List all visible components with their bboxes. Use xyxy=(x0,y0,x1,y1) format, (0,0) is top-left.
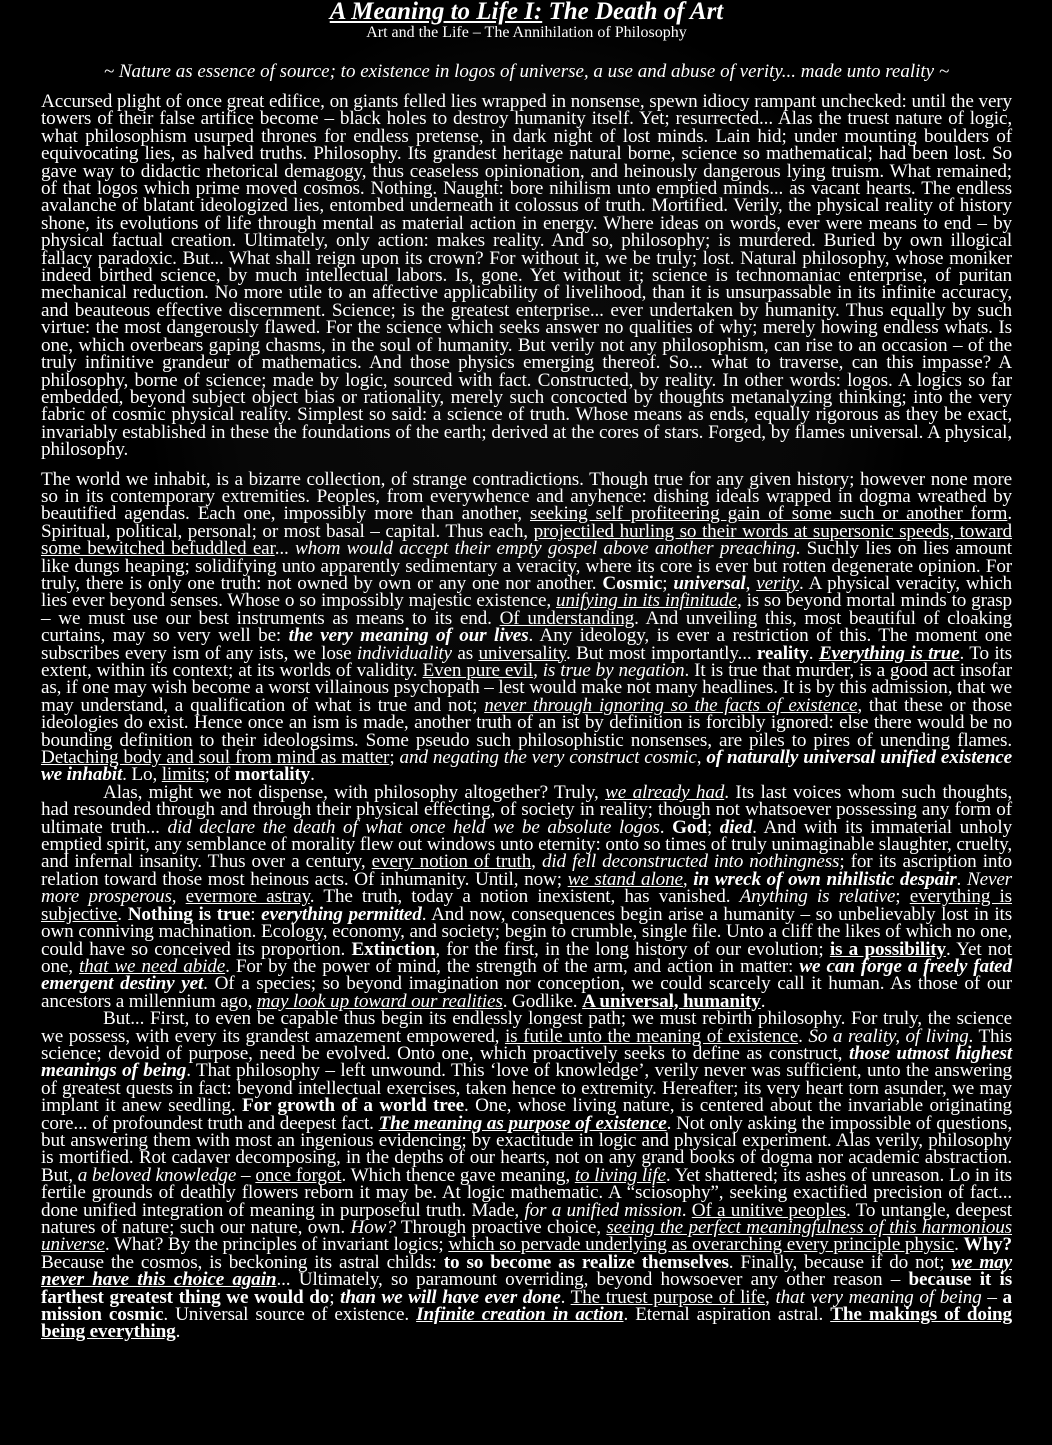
underlined-italic-phrase: seeing the perfect meaningfulness of this harmonious universe xyxy=(41,1217,1012,1256)
text-run: . And with its immaterial unholy emptied spirit, any semblance of morality flew out windows unto eternity: onto so times of truly unimaginable slaughter, cruelty, and infernal insanity. Thus over a century, xyxy=(41,816,1013,873)
text-run: . xyxy=(175,1321,181,1343)
text-run: But... First, to even be capable thus begin its endlessly longest path; we must rebirth philosophy. For truly, the science we possess, with every its grandest amazement empowered, xyxy=(41,1008,1012,1047)
text-run: . To its extent, within its context; at its worlds of validity. xyxy=(41,642,1012,681)
text-run: . xyxy=(310,764,315,786)
underlined-italic-phrase: may look up toward our realities xyxy=(256,990,503,1012)
italic-phrase: for a unified mission xyxy=(524,1199,682,1221)
title-rest: The Death of Art xyxy=(542,0,724,25)
text-run: . xyxy=(560,1286,571,1308)
underlined-phrase: universality xyxy=(478,642,567,664)
text-run: . Of a species; so beyond imagination nor conception, we could scarcely call it human. As those of our ancestors a millennium ago, xyxy=(41,973,1012,1012)
underlined-phrase: Of understanding xyxy=(499,607,635,629)
text-run: . A physical veracity, which lies ever beyond senses. Whose o so impossibly majestic existence, xyxy=(41,572,1012,612)
text-run: . Its last voices whom such thoughts, had resounded through and through their physical effecting, of society in reality; though not whatsoever possessing any form of ultimate truth... xyxy=(41,781,1012,838)
text-run: Alas, might we not dispense, with philosophy altogether? Truly, xyxy=(103,781,606,803)
text-run: . Yet shattered; its ashes of unreason. Lo in its fertile grounds of deathly flowers reborn it may be. At logic mathematic. A “sciosophy”, seeking exactified precision of fact... done unified integration of meaning in purposeful truth. Made, xyxy=(41,1164,1012,1221)
underlined-phrase: every notion of truth xyxy=(371,851,532,873)
bold-italic-phrase: we can forge a freely fated emergent destiny yet xyxy=(41,955,1012,995)
text-run: ; xyxy=(389,747,400,769)
underlined-phrase: everything is subjective xyxy=(41,886,1012,925)
underlined-phrase: projectiled hurling so their words at supersonic speeds, toward some bewitched befuddled ear xyxy=(41,520,1012,560)
text-run: . xyxy=(954,1234,964,1256)
underlined-phrase: once forgot xyxy=(255,1164,342,1186)
text-run: , that these or those ideologies do exist. Hence once an ism is made, another truth of an ist by definition is forcibly ignored: else there would be no bounding definition to their ideologsims. Some pseudo such philosophistic nonsenses, are piles to pires of unending flames. xyxy=(41,694,1012,751)
underlined-italic-phrase: we stand alone xyxy=(567,868,683,890)
text-run: , is so beyond mortal minds to grasp – we must use our best instruments as means to its end. xyxy=(41,590,1012,629)
italic-phrase: and negating the very construct cosmic xyxy=(399,747,697,769)
bold-phrase: Why? xyxy=(963,1234,1012,1256)
text-run: . xyxy=(117,903,128,925)
underlined-phrase: Even pure evil xyxy=(422,660,534,681)
italic-phrase: did declare the death of what once held we be absolute logos xyxy=(167,816,660,838)
text-run: . Suchly lies on lies amount like dungs heaping; solidifying unto apparently sedimentary a veracity, where its core is ever but rotten degenerate opinion. For truly, there is only one truth: not owned by own or any one nor another. xyxy=(41,538,1012,594)
paragraph-1: Accursed plight of once great edifice, on giants felled lies wrapped in nonsense, spewn idiocy rampant unchecked: until the very towers of their false artifice become – black holes to destroy humanity itself. Yet; resurrected... Alas the truest nature of logic, what philosophism usurped thrones for endless pretense, in dark night of lost minds. Lain hid; under mounting boulders of equivocating lies, as halved truths. Philosophy. Its grandest heritage natural borne, science so mathematical; had been lost. So gave way to didactic rhetorical demagogy, thus ceaseless opinionation, and heinously dangerous lying truism. What remained; of that logos which prime moved cosmos. Nothing. Naught: bore nihilism unto emptied minds... as vacant hearts. The endless avalanche of blatant ideologized lies, entombed underneath it colossus of truth. Mortified. Verily, the physical reality of history shone, its evolutions of life through mental as material action in energy. Where ideas on words, ever were means to end – by physical factual creation. Ultimately, only action: makes reality. And so, philosophy; is murdered. Buried by own illogical fallacy paradoxic. But... What shall reign upon its crown? For without it, we be truly; lost. Natural philosophy, whose moniker indeed birthed science, by much intellectual labors. Is, gone. Yet without it; science is technomaniac enterprise, of puritan mechanical reduction. No more utile to an affective applicability of livelihood, than it is unsurpassable in its infinite accuracy, and beauteous effective discernment. Science; is the greatest enterprise... ever undertaken by humanity. Thus equally by such virtue: the most dangerously flawed. For the science which seeks answer no qualities of why; merely howing endless whats. Is one, which overbears gaping chasms, in the soul of humanity. But verily not any philosophism, can rise to an occasion – of the truly infinitive grandeur of mathematics. And those physics emerging thereof. So... what to traverse, can this impasse? A philosophy, borne of science; made by logic, sourced with fact. Constructed, by reality. In other words: logos. A logics so far embedded, beyond subject object bias or rationality, merely such concocted by thoughts metanalyzing thinking; into the very fabric of cosmic physical reality. Simplest so said: a science of truth. Whose means as ends, equally rigorous as they be exact, invariably established in these the foundations of the earth; derived at the cores of stars. Forged, by flames universal. A physical, philosophy. xyxy=(41,91,1012,461)
text-run: . xyxy=(808,642,819,664)
text-run: , xyxy=(171,886,186,908)
text-run: . It is true that murder, is a good act insofar as, if one may wish become a worst villainous psychopath – lest would make not many headlines. It is by this admission, that we may understand, a qualification of what is true and not; xyxy=(41,660,1012,716)
bold-phrase: Extinction xyxy=(351,938,436,960)
epigraph: ~ Nature as essence of source; to existence in logos of universe, a use and abuse of verity... made unto reality ~ xyxy=(103,61,950,82)
bold-italic-phrase: died xyxy=(719,816,753,838)
text-run: ; xyxy=(895,886,910,908)
text-run: ; xyxy=(329,1286,341,1308)
bold-phrase: God xyxy=(672,816,707,838)
text-run: ; xyxy=(662,572,674,594)
text-run: . Spiritual, political, personal; or most basal – capital. Thus each, xyxy=(41,503,1012,542)
text-run: . The truth, today a notion inexistent, has vanished. xyxy=(309,886,740,908)
page-title xyxy=(41,0,1012,24)
underlined-phrase: Of a unitive peoples xyxy=(691,1199,846,1221)
bold-underlined-italic-phrase: we may never have this choice again xyxy=(41,1251,1012,1291)
text-run: . xyxy=(659,816,673,838)
bold-underlined-phrase: The makings of doing being everything xyxy=(41,1304,1013,1343)
text-run: . Which thence gave meaning, xyxy=(341,1164,575,1186)
bold-underlined-italic-phrase: Infinite creation in action xyxy=(416,1304,624,1326)
text-run: . For by the power of mind, the strength of the arm, and action in matter: xyxy=(225,955,800,977)
italic-phrase: So a reality, of living xyxy=(808,1025,969,1047)
text-run: . And unveiling this, most beautiful of cloaking curtains, may so very well be: xyxy=(41,607,1012,647)
italic-phrase: a beloved knowledge xyxy=(77,1164,237,1186)
underlined-italic-phrase: to living life xyxy=(574,1164,666,1186)
text-run: , xyxy=(531,851,542,873)
bold-underlined-italic-phrase: The meaning as purpose of existence xyxy=(378,1112,667,1134)
underlined-italic-phrase: that we need abide xyxy=(79,955,226,977)
text-run: . That philosophy – left unwound. This ‘love of knowledge’, verily never was sufficient, unto the answering of greatest quests in fact: beyond intellectual exercises, taken hence to extremity. Hereafter; its very heart torn asunder, we may implant it anew seedling. xyxy=(41,1060,1012,1117)
bold-italic-phrase: those utmost highest meanings of being xyxy=(41,1042,1012,1082)
bold-phrase: Cosmic xyxy=(602,572,663,594)
text-run: . xyxy=(956,868,967,890)
text-run: . But most importantly... xyxy=(566,642,757,664)
text-run: – xyxy=(981,1286,1003,1308)
bold-italic-phrase: everything permitted xyxy=(261,903,422,925)
italic-phrase: is true by negation xyxy=(542,660,685,681)
italic-phrase: that very meaning of being xyxy=(775,1286,982,1308)
text-run: . To untangle, deepest natures of nature; such our nature, own. xyxy=(41,1199,1012,1238)
bold-phrase: mortality xyxy=(234,764,311,786)
text-run: Through proactive choice, xyxy=(395,1217,607,1238)
bold-italic-phrase: of naturally universal unified existence we inhabit xyxy=(41,747,1012,786)
underlined-italic-phrase: verity xyxy=(756,572,799,594)
text-run: as xyxy=(451,642,479,664)
text-run: , xyxy=(696,747,707,769)
text-run: . xyxy=(798,1025,809,1047)
underlined-phrase: limits xyxy=(161,764,205,786)
text-run: , xyxy=(533,660,543,681)
title-italic: A Meaning to Life I: xyxy=(329,0,543,25)
bold-underlined-phrase: is a possibility xyxy=(829,938,946,960)
text-run: . Godlike. xyxy=(502,990,583,1012)
text-run: . One, whose living nature, is centered about the invariable originating core... of profoundest truth and deepest fact. xyxy=(41,1095,1012,1134)
underlined-phrase: which so pervade underlying as overarching every principle physic xyxy=(448,1234,955,1256)
text-run: ; of xyxy=(204,764,235,786)
text-run: . Universal source of existence. xyxy=(163,1304,417,1326)
text-run: . Finally, because if do not; xyxy=(728,1251,952,1273)
text-run: The world we inhabit, is a bizarre collection, of strange contradictions. Though true for any given history; however none more so in its contemporary extremities. Peoples, from everywhence and anyhence: dishing ideals wrapped in dogma wreathed by beautified agendas. Each one, impossibly more than another, xyxy=(41,468,1012,525)
text-run: ; xyxy=(706,816,720,838)
text-run: ... xyxy=(274,538,296,560)
bold-italic-phrase: universal xyxy=(673,572,746,594)
bold-phrase: to so become as realize themselves xyxy=(443,1251,729,1273)
bold-italic-phrase: the very meaning of our lives xyxy=(288,625,529,647)
text-run: . And now, consequences begin arise a humanity – so unbelievably lost in its own conniving machination. Ecology, economy, and society; begin to crumble, single file. Unto a cliff the likes of which no one, could have so conceived its proportion. xyxy=(41,903,1013,960)
text-run: , for the first, in the long history of our evolution; xyxy=(435,938,830,960)
italic-phrase: whom would accept their empty gospel above another preaching xyxy=(295,538,796,560)
text-run: . Any ideology, is ever a restriction of this. The moment one subscribes every ism of any ists, we lose xyxy=(41,625,1012,664)
text-run: , xyxy=(682,868,694,890)
text-run: . Eternal aspiration astral. xyxy=(623,1304,831,1326)
text-run: Because the cosmos, is beckoning its astral childs: xyxy=(41,1251,444,1273)
page-subtitle: Art and the Life – The Annihilation of Philosophy xyxy=(366,24,687,41)
bold-phrase: For growth of a world tree xyxy=(242,1095,464,1117)
italic-phrase: did fell deconstructed into nothingness xyxy=(541,851,840,873)
bold-underlined-italic-phrase: Everything is true xyxy=(818,642,960,664)
underlined-phrase: seeking self profiteering gain of some such or another form xyxy=(530,503,1008,525)
underlined-italic-phrase: we already had xyxy=(605,781,725,803)
italic-phrase: individuality xyxy=(356,642,452,664)
text-run: . This science; devoid of purpose, need be evolved. Onto one, which proactively seeks to define as construct, xyxy=(41,1025,1012,1064)
text-run: – xyxy=(236,1164,256,1186)
italic-phrase: How? xyxy=(350,1217,396,1238)
text-run: . Not only asking the impossible of questions, but answering them with most an ingenious evidencing; by exactitude in logic and physical experiment. Alas verily, philosophy is mortified. Rot cadaver decomposing, in the depths of our hearts, not on any grand books of dogma nor academic abstraction. But, xyxy=(41,1112,1012,1186)
bold-italic-phrase: than we will have ever done xyxy=(340,1286,561,1308)
text-run: . xyxy=(760,990,766,1012)
bold-underlined-phrase: A universal, humanity xyxy=(582,990,761,1012)
text-run: . Lo, xyxy=(122,764,162,786)
text-run: : xyxy=(250,903,262,925)
bold-phrase: a mission cosmic xyxy=(41,1286,1012,1326)
underlined-italic-phrase: unifying in its infinitude xyxy=(556,590,737,612)
underlined-phrase: is futile unto the meaning of existence xyxy=(504,1025,799,1047)
text-run: . xyxy=(681,1199,692,1221)
text-run: , xyxy=(745,572,757,594)
text-run: . Yet not one, xyxy=(41,938,1012,977)
text-run: ... Ultimately, so paramount overriding, beyond howsoever any other reason – xyxy=(276,1269,909,1291)
text-run: ; for its ascription into relation toward those most heinous acts. Of inhumanity. Until, now; xyxy=(41,851,1012,890)
text-run: . What? By the principles of invariant logics; xyxy=(104,1234,449,1256)
underlined-phrase: evermore astray xyxy=(185,886,310,908)
underlined-phrase: The truest purpose of life xyxy=(570,1286,766,1308)
underlined-phrase: Detaching body and soul from mind as matter xyxy=(41,747,390,769)
bold-phrase: because it is farthest greatest thing we would do xyxy=(41,1269,1013,1308)
italic-phrase: Anything is relative xyxy=(739,886,896,908)
text-run: , xyxy=(765,1286,776,1308)
bold-italic-phrase: in wreck of own nihilistic despair xyxy=(693,868,957,890)
underlined-italic-phrase: never through ignoring so the facts of existence xyxy=(484,694,858,716)
paragraph-2 xyxy=(41,468,1013,1343)
italic-phrase: Never more prosperous xyxy=(41,868,1013,908)
bold-phrase: Nothing is true xyxy=(127,903,251,925)
bold-phrase: reality xyxy=(756,642,809,664)
